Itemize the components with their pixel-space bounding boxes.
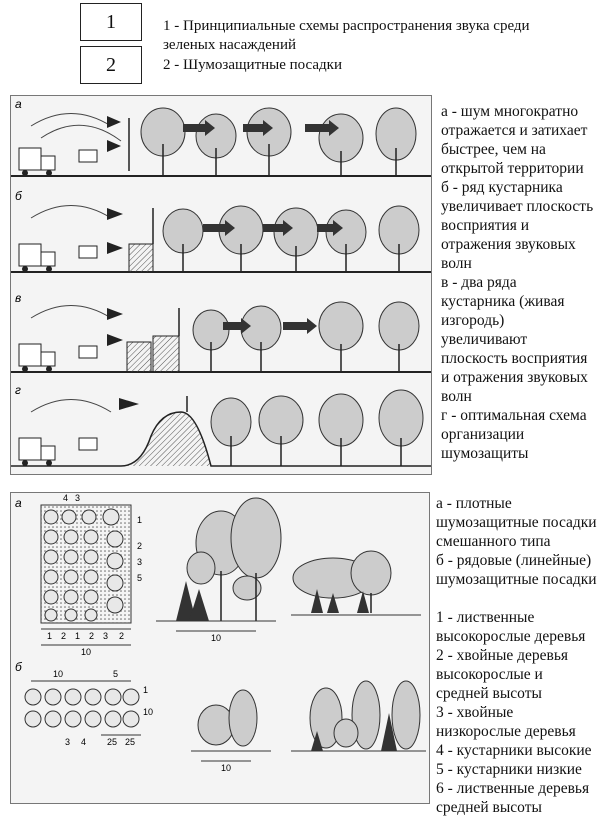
plan-b <box>15 660 153 747</box>
plan-b-bottom: 4 <box>81 737 87 747</box>
desc-line: шумозащиты <box>441 445 529 462</box>
legend-line-1: 1 - Принципиальные схемы распространения звука среди <box>163 18 530 34</box>
box-2-label: 2 <box>106 53 116 76</box>
desc-line: шумозащитные посадки <box>436 514 597 531</box>
section-a <box>156 498 421 643</box>
desc-line: отражается и затихает <box>441 122 588 139</box>
plan-b-side: 1 <box>143 685 149 695</box>
row-label-b2: б <box>15 660 22 674</box>
desc-line: отражения звуковых <box>441 236 576 253</box>
desc-line: а - шум многократно <box>441 103 579 120</box>
desc-line: средней высоты <box>436 799 542 816</box>
desc-line: организации <box>441 426 525 443</box>
plantings-description <box>436 494 597 817</box>
sound-propagation-drawing <box>11 96 431 474</box>
plan-a-scale: 2 <box>119 631 125 641</box>
desc-line: 4 - кустарники высокие <box>436 742 592 759</box>
box-2 <box>80 46 142 84</box>
desc-line: б - рядовые (линейные) <box>436 552 592 569</box>
plan-a-scale: 2 <box>61 631 67 641</box>
desc-line: увеличивают <box>441 331 528 348</box>
desc-line: 1 - лиственные <box>436 609 535 626</box>
desc-line: и отражения звуковых <box>441 369 588 386</box>
plan-a-num-top: 3 <box>75 493 81 503</box>
plan-a-num-top: 4 <box>63 493 69 503</box>
desc-line: волн <box>441 388 472 405</box>
desc-line: в - два ряда <box>441 274 517 291</box>
desc-line: а - плотные <box>436 495 512 512</box>
desc-line: открытой территории <box>441 160 584 177</box>
desc-line <box>436 589 597 608</box>
plantings-drawing <box>11 493 429 803</box>
box-1 <box>80 3 142 41</box>
plan-a-scale: 1 <box>75 631 81 641</box>
desc-line: г - оптимальная схема <box>441 407 587 424</box>
row-label-v: в <box>15 291 22 305</box>
desc-line: б - ряд кустарника <box>441 179 563 196</box>
desc-line: смешанного типа <box>436 533 551 550</box>
desc-line: высокорослые и <box>436 666 543 683</box>
plan-a-scale: 2 <box>89 631 95 641</box>
desc-line: 5 - кустарники низкие <box>436 761 582 778</box>
desc-line: увеличивает плоскость <box>441 198 594 215</box>
desc-line: 2 - хвойные деревья <box>436 647 569 664</box>
desc-line: волн <box>441 255 472 272</box>
desc-line: кустарника (живая <box>441 293 565 310</box>
plan-b-top: 10 <box>53 669 64 679</box>
desc-line: плоскость восприятия <box>441 350 588 367</box>
desc-line: 3 - хвойные <box>436 704 514 721</box>
plan-a-total: 10 <box>81 647 92 657</box>
plan-b-bottom: 3 <box>65 737 71 747</box>
box-1-label: 1 <box>106 10 116 33</box>
sound-propagation-schemes <box>10 95 432 475</box>
plan-a-num-side: 3 <box>137 557 143 567</box>
noise-protection-plantings <box>10 492 430 804</box>
desc-line: быстрее, чем на <box>441 141 546 158</box>
legend-line-3: 2 - Шумозащитные посадки <box>163 57 342 73</box>
plan-b-side: 10 <box>143 707 154 717</box>
row-label-b: б <box>15 189 22 203</box>
plan-b-bottom: 25 <box>125 737 136 747</box>
desc-line: восприятия и <box>441 217 530 234</box>
desc-line: шумозащитные посадки <box>436 571 597 588</box>
plan-a-num-side: 2 <box>137 541 143 551</box>
section-b-scale: 10 <box>221 763 232 773</box>
row-label-a2: а <box>15 496 22 510</box>
section-a-scale: 10 <box>211 633 222 643</box>
plan-a-scale: 3 <box>103 631 109 641</box>
desc-line: изгородь) <box>441 312 505 329</box>
scheme-row-a <box>11 97 431 176</box>
scheme-row-v <box>11 291 431 372</box>
plan-a <box>15 493 142 657</box>
desc-line: средней высоты <box>436 685 542 702</box>
legend-line-2: зеленых насаждений <box>163 37 297 53</box>
row-label-a: а <box>15 97 22 111</box>
section-b <box>191 681 426 773</box>
desc-line: высокорослые деревья <box>436 628 586 645</box>
plan-a-num-side: 5 <box>137 573 143 583</box>
plan-a-scale: 1 <box>47 631 53 641</box>
row-label-g: г <box>15 383 21 397</box>
desc-line: 6 - лиственные деревья <box>436 780 590 797</box>
plan-b-bottom: 25 <box>107 737 118 747</box>
plan-b-top: 5 <box>113 669 119 679</box>
plan-a-num-side: 1 <box>137 515 143 525</box>
scheme-row-g <box>11 383 431 466</box>
sound-propagation-description <box>441 102 593 463</box>
scheme-row-b <box>11 189 431 272</box>
desc-line: низкорослые деревья <box>436 723 576 740</box>
